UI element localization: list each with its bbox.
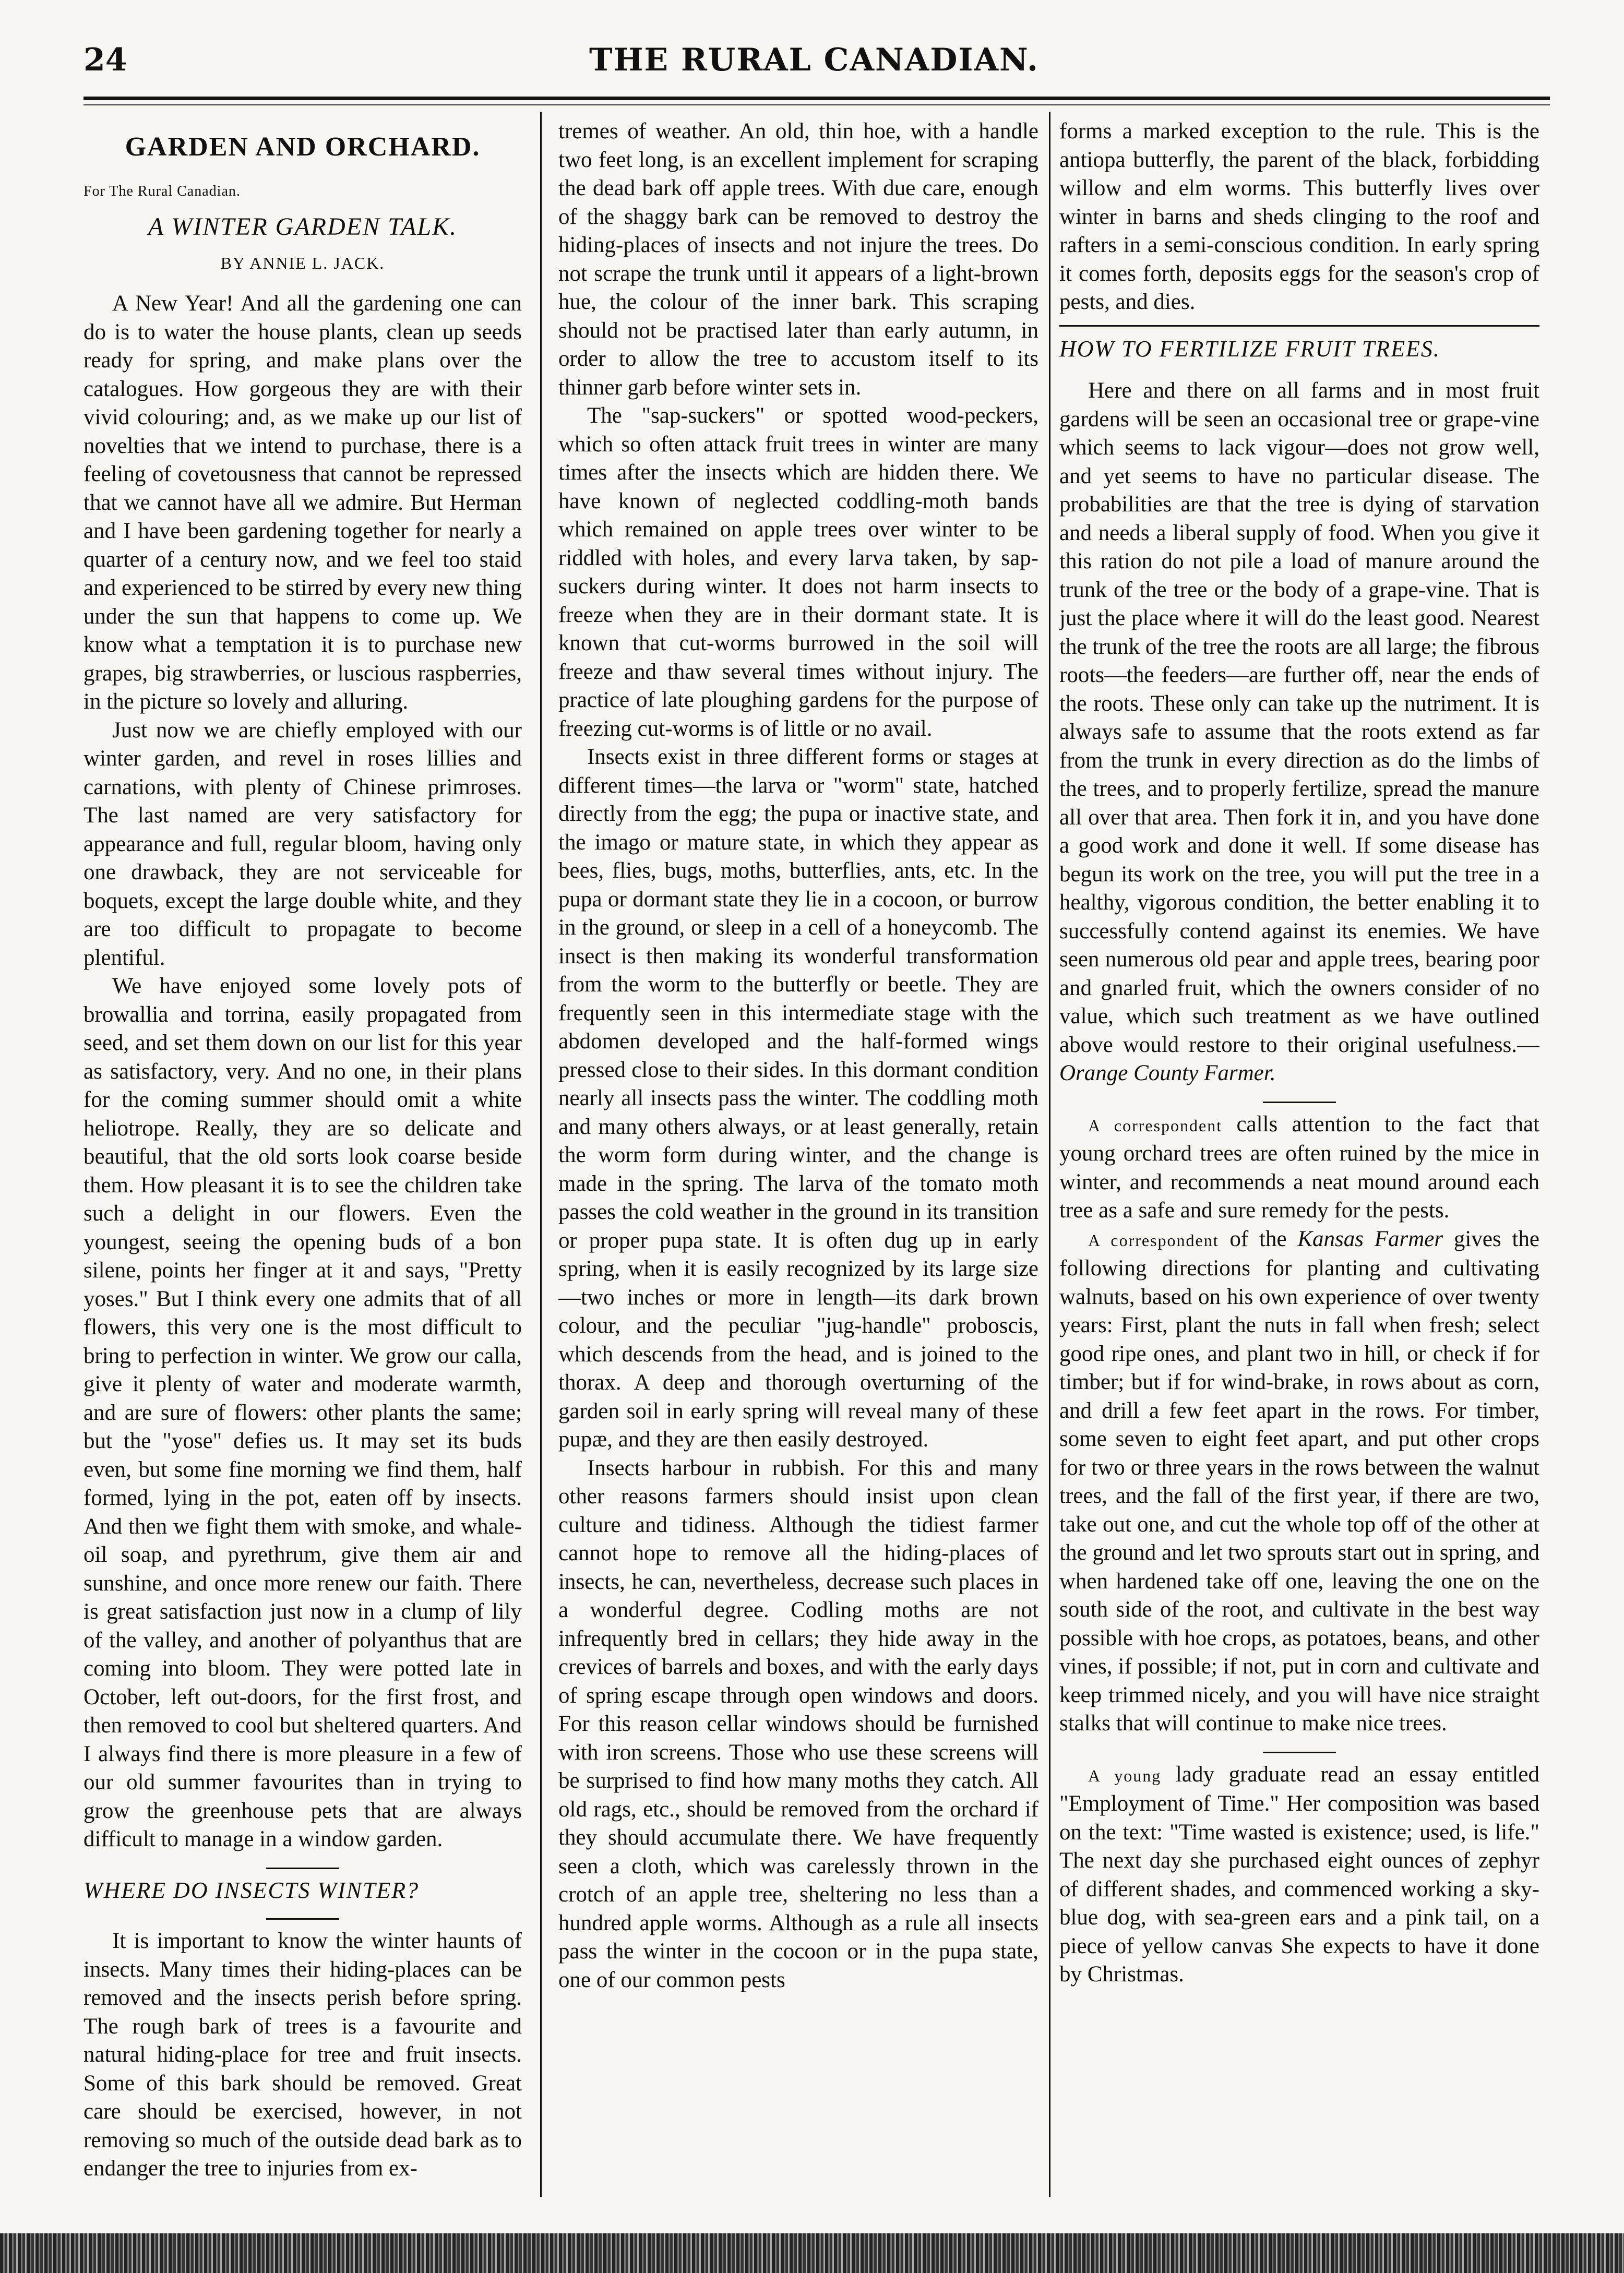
section-rule bbox=[266, 1868, 339, 1869]
paragraph: It is important to know the winter haunts of insects. Many times their hiding-places can be removed and the insects perish before spring. The rough bark of trees is a favourite and natural hiding-place for tree and fruit insects. Some of this bark should be removed. Great care should be exercised, however, in not removing so much of the outside dead bark as to endanger the tree to injuries from ex- bbox=[83, 1929, 522, 2181]
column-divider bbox=[540, 112, 542, 2197]
lead-in: A correspondent bbox=[1088, 1230, 1219, 1250]
column-2 bbox=[558, 117, 1038, 2197]
paragraph bbox=[1059, 1110, 1539, 1225]
column-3 bbox=[1059, 117, 1539, 2197]
header-rule bbox=[83, 97, 1550, 100]
paragraph: A New Year! And all the gardening one can do is to water the house plants, clean up seeds ready for spring, and make plans over the catalogues. How gorgeous they are with their vivid colouring; and, as we make up our list of novelties that we intend to purchase, there is a feeling of covetousness that cannot be repressed that we cannot have all we admire. But Herman and I have been gardening together for nearly a quarter of a century now, and we feel too staid and experienced to be stirred by every new thing under the sun that happens to come up. We know what a temptation it is to purchase new grapes, big strawberries, or luscious raspberries, in the picture so lovely and alluring. bbox=[83, 291, 522, 714]
article-credit: For The Rural Canadian. bbox=[83, 183, 241, 199]
header-rule-thin bbox=[83, 104, 1550, 105]
paragraph: Insects exist in three different forms or stages at different times—the larva or "worm" state, hatched directly from the egg; the pupa or inactive state, and the imago or mature state, in which they appear as bees, flies, bugs, moths, butterflies, ants, etc. In the pupa or dormant state they lie in a cocoon, or burrow in the ground, or sleep in a cell of a honeycomb. The insect is then making its wonderful transformation from the worm to the butterfly or beetle. They are frequently seen in this intermediate stage with the abdomen developed and the half-formed wings pressed close to their sides. In this dormant condition nearly all insects pass the winter. The coddling moth and many others always, or at least generally, retain the worm form during winter, and the change is made in the spring. The larva of the tomato moth passes the cold weather in the ground in its transition or proper pupa state. It is often dug up in early spring, when it is easily recognized by its large size—two inches or more in length—its dark brown colour, and the peculiar "jug-handle" proboscis, which descends from the head, and is joined to the thorax. A deep and thorough overturning of the garden soil in early spring will reveal many of these pupæ, and they are then easily destroyed. bbox=[558, 745, 1038, 1452]
article-byline: BY ANNIE L. JACK. bbox=[220, 253, 385, 272]
paragraph-text: lady graduate read an essay entitled "Employment of Time." Her composition was based on the text: "Time wasted is existence; used, is life." The next day she purchased eight ounces of zephyr of different shades, and commenced working a sky-blue dog, with sea-green ears and a pink tail, on a piece of yellow canvas She expects to have it done by Christmas. bbox=[1059, 1762, 1539, 1987]
paragraph-text: calls attention to the fact that young orchard trees are often ruined by the mice in winter, and recommends a neat mound around each tree as a safe and sure remedy for the pests. bbox=[1059, 1111, 1539, 1223]
lead-in: A young bbox=[1088, 1766, 1162, 1785]
paragraph-text: gives the following directions for planting and cultivating walnuts, based on his own experience of over twenty years: First, plant the nuts in fall when fresh; select good ripe ones, and plant two in hill, or check if for timber; but if for wind-brake, in rows about as corn, and drill a few feet apart in the rows. For timber, some seven to eight feet apart, and put other crops for two or three years in the rows between the walnut trees, and the fall of the first year, if there are two, take out one, and cut the whole top off of the other at the ground and let two sprouts start out in spring, and when hardened take off one, leaving the one on the south side of the root, and cultivate in the best way possible with hoe crops, as potatoes, beans, and other vines, if possible; if not, put in corn and cultivate and keep trimmed nicely, and you will have nice straight stalks that will continue to make nice trees. bbox=[1059, 1226, 1539, 1736]
paragraph: Just now we are chiefly employed with our winter garden, and revel in roses lillies and carnations, with plenty of Chinese primroses. The last named are very satisfactory for appearance and full, regular bloom, having only one drawback, they are not serviceable for boquets, except the large double white, and they are too difficult to propagate to become plentiful. bbox=[83, 717, 522, 970]
paragraph bbox=[1059, 377, 1539, 1088]
column-1 bbox=[83, 117, 522, 2197]
page-header bbox=[83, 31, 1545, 94]
paragraph: tremes of weather. An old, thin hoe, with a handle two feet long, is an excellent implement for scraping the dead bark off apple trees. With due care, enough of the shaggy bark can be removed to destroy the hiding-places of insects and not injure the trees. Do not scrape the trunk until it appears of a light-brown hue, the colour of the inner bark. This scraping should not be practised later than early autumn, in order to allow the tree to accustom itself to its thinner garb before winter sets in. bbox=[558, 119, 1038, 400]
article-title: HOW TO FERTILIZE FRUIT TREES. bbox=[1059, 336, 1440, 362]
paragraph: Insects harbour in rubbish. For this and many other reasons farmers should insist upon clean culture and tidiness. Although the tidiest farmer cannot hope to remove all the hiding-places of insects, he can, nevertheless, decrease such places in a wonderful degree. Codling moths are not infrequently bred in cellars; they hide away in the crevices of barrels and boxes, and with the early days of spring escape through open windows and doors. For this reason cellar windows should be furnished with iron screens. Those who use these screens will be surprised to find how many moths they catch. All old rags, etc., should be removed from the orchard if they should accumulate there. We have frequently seen a cloth, which was carelessly thrown in the crotch of an apple tree, sheltering no less than a hundred apple worms. Although as a rule all insects pass the winter in the cocoon or in the pupa state, one of our common pests bbox=[558, 1455, 1038, 1992]
article-title: A WINTER GARDEN TALK. bbox=[148, 213, 458, 241]
paragraph: The "sap-suckers" or spotted wood-peckers, which so often attack fruit trees in winter are many times after the insects which are hidden there. We have known of neglected coddling-moth bands which remained on apple trees over winter to be riddled with holes, and every larva taken, by sap-suckers during winter. It does not harm insects to freeze when they are in their dormant state. It is known that cut-worms burrowed in the soil will freeze and thaw several times without injury. The practice of late ploughing gardens for the purpose of freezing cut-worms is of little or no avail. bbox=[558, 403, 1038, 741]
section-rule bbox=[1263, 1102, 1336, 1103]
section-rule bbox=[266, 1918, 339, 1920]
page-number: 24 bbox=[83, 42, 127, 78]
bottom-border-band bbox=[0, 2233, 1624, 2273]
section-rule bbox=[1263, 1752, 1336, 1753]
article-title: WHERE DO INSECTS WINTER? bbox=[83, 1877, 420, 1903]
column-divider bbox=[1049, 112, 1050, 2197]
publication-name: Kansas Farmer bbox=[1297, 1226, 1443, 1251]
masthead: THE RURAL CANADIAN. bbox=[589, 42, 1039, 78]
lead-in: A correspondent bbox=[1088, 1116, 1223, 1135]
paragraph-text: of the bbox=[1219, 1226, 1298, 1251]
section-heading: GARDEN AND ORCHARD. bbox=[125, 132, 481, 162]
article-source: Orange County Farmer. bbox=[1059, 1061, 1276, 1085]
paragraph bbox=[1059, 1761, 1539, 1989]
paragraph-text: Here and there on all farms and in most fruit gardens will be seen an occasional tree or grape-vine which seems to lack vigour—does not grow well, and yet seems to have no particular disease. The probabilities are that the tree is dying of starvation and needs a liberal supply of food. When you give it this ration do not pile a load of manure around the trunk of the tree or the body of a grape-vine. That is just the place where it will do the least good. Nearest the trunk of the tree the roots are all large; the fibrous roots—the feeders—are further off, near the ends of the roots. These only can take up the nutriment. It is always safe to assume that the roots extend as far from the trunk in every direction as do the limbs of the trees, and to properly fertilize, spread the manure all over that area. Then fork it in, and you have done a good work and done it well. If some disease has begun its work on the tree, you will put the tree in a healthy, vigorous condition, the better enabling it to successfully contend against its enemies. We have seen numerous old pear and apple trees, bearing poor and gnarled fruit, which the owners consider of no value, which such treatment as we have outlined above would restore to their original usefulness.— bbox=[1059, 378, 1539, 1057]
paragraph bbox=[1059, 1225, 1539, 1738]
paragraph: We have enjoyed some lovely pots of browallia and torrina, easily propagated from seed, and set them down on our list for this year as satisfactory, very. And no one, in their plans for the coming summer should omit a white heliotrope. Really, they are so delicate and beautiful, that the old sorts look coarse beside them. How pleasant it is to see the children take such a delight in our flowers. Even the youngest, seeing the opening buds of a bon silene, points her finger at it and says, "Pretty yoses." But I think every one admits that of all flowers, this very one is the most difficult to bring to perfection in winter. We grow our calla, give it plenty of water and moderate warmth, and are sure of flowers: other plants the same; but the "yose" defies us. It may set its buds even, but some fine morning we find them, half formed, lying in the pot, eaten off by insects. And then we fight them with smoke, and whale-oil soap, and pyrethrum, give them air and sunshine, and once more renew our faith. There is great satisfaction just now in a clump of lily of the valley, and another of polyanthus that are coming into bloom. They were potted late in October, left out-doors, for the first frost, and then removed to cool but sheltered quarters. And I always find there is more pleasure in a few of our old summer favourites than in trying to grow the greenhouse pets that are always difficult to manage in a window garden. bbox=[83, 974, 522, 1851]
section-rule bbox=[1059, 325, 1539, 327]
paragraph: forms a marked exception to the rule. This is the antiopa butterfly, the parent of the black, forbidding willow and elm worms. This butterfly lives over winter in barns and sheds clinging to the roof and rafters in a semi-conscious condition. In early spring it comes forth, deposits eggs for the season's crop of pests, and dies. bbox=[1059, 119, 1539, 314]
